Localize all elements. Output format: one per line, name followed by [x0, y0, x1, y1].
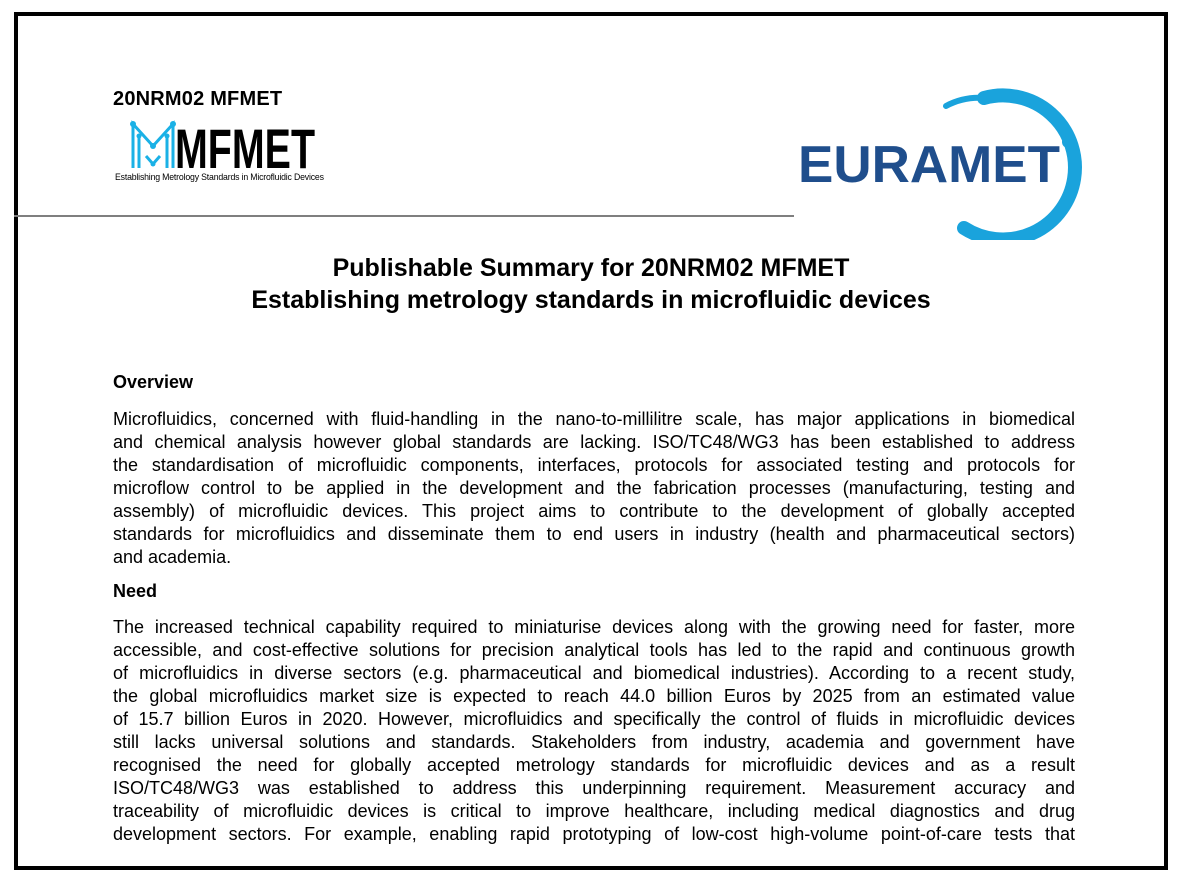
text-line: traceability of microfluidic devices is critical to improve healthcare, including medical diagnostics and drug: [113, 801, 1075, 821]
document-title-line2: Establishing metrology standards in microfluidic devices: [251, 286, 931, 314]
mfmet-logo-text: MFMET: [175, 117, 315, 176]
text-line: the global microfluidics market size is expected to reach 44.0 billion Euros by 2025 from an estimated value: [113, 686, 1075, 706]
euramet-logo: [796, 80, 1096, 240]
text-line: of microfluidics in diverse sectors (e.g. pharmaceutical and biomedical industries). According to a recent study,: [113, 663, 1075, 683]
text-line: assembly) of microfluidic devices. This project aims to contribute to the development of globally accepted: [113, 501, 1075, 521]
text-line: the standardisation of microfluidic components, interfaces, protocols for associated testing and protocols for: [113, 455, 1075, 475]
overview-heading: Overview: [113, 372, 194, 392]
text-line: of 15.7 billion Euros in 2020. However, microfluidics and specifically the control of fluids in microfluidic devices: [113, 709, 1075, 729]
project-code: 20NRM02 MFMET: [113, 88, 283, 110]
text-line: ISO/TC48/WG3 was established to address this underpinning requirement. Measurement accuracy and: [113, 778, 1075, 798]
text-line: and chemical analysis however global standards are lacking. ISO/TC48/WG3 has been established to address: [113, 432, 1075, 452]
need-heading: Need: [113, 581, 158, 601]
text-line: The increased technical capability required to miniaturise devices along with the growing need for faster, more: [113, 617, 1075, 637]
document-title-line1: Publishable Summary for 20NRM02 MFMET: [332, 254, 850, 282]
text-line: microflow control to be applied in the development and the fabrication processes (manufacturing, testing and: [113, 478, 1075, 498]
euramet-logo-text: EURAMET: [798, 136, 1061, 194]
header-divider: [14, 215, 794, 217]
document-page: [14, 12, 1168, 870]
text-line: still lacks universal solutions and standards. Stakeholders from industry, academia and government have: [113, 732, 1075, 752]
text-line: standards for microfluidics and disseminate them to end users in industry (health and pharmaceutical sectors): [113, 524, 1075, 544]
need-paragraph: [113, 616, 1075, 846]
overview-paragraph: [113, 408, 1075, 569]
text-line: development sectors. For example, enabling rapid prototyping of low-cost high-volume point-of-care tests that: [113, 824, 1075, 844]
text-line: and academia.: [113, 547, 232, 567]
text-line: accessible, and cost-effective solutions for precision analytical tools has led to the rapid and continuous growth: [113, 640, 1075, 660]
mfmet-tagline: Establishing Metrology Standards in Microfluidic Devices: [115, 172, 324, 183]
text-line: recognised the need for globally accepted metrology standards for microfluidic devices and as a result: [113, 755, 1075, 775]
text-line: Microfluidics, concerned with fluid-handling in the nano-to-millilitre scale, has major applications in biomedical: [113, 409, 1075, 429]
